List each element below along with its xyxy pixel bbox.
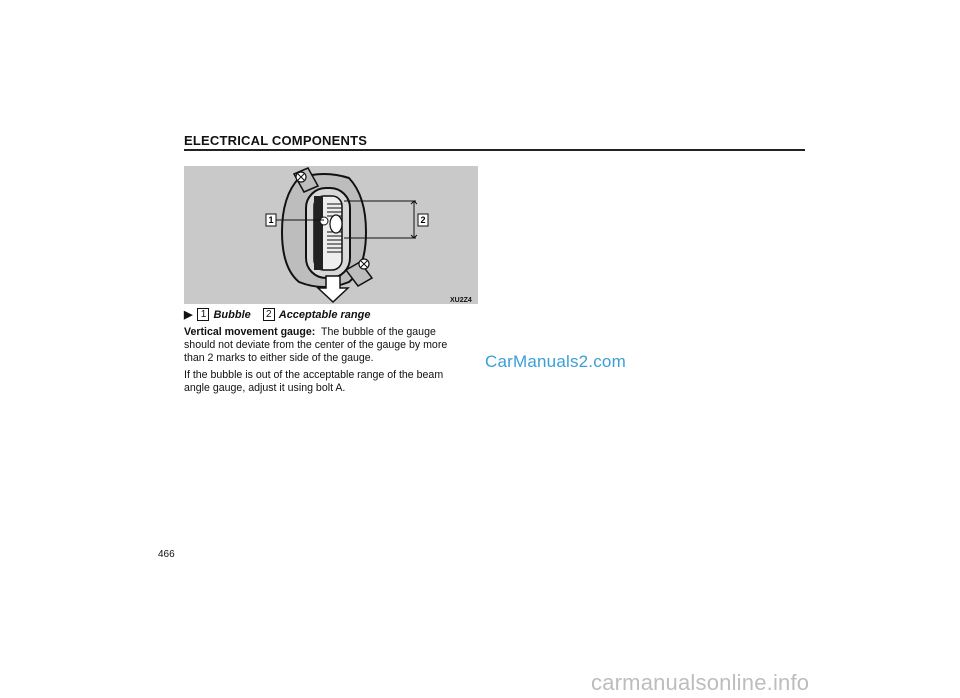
caption-range: Acceptable range xyxy=(278,308,371,321)
callout-1-label: 1 xyxy=(268,215,274,225)
callout-2-label: 2 xyxy=(420,215,426,225)
paragraph-text: The bubble of the gauge should not deviate from the center of the gauge by more than 2 marks to either side of the gauge. xyxy=(184,326,448,364)
watermark-carmanualsonline[interactable]: carmanualsonline.info xyxy=(591,670,810,695)
header-divider xyxy=(184,149,805,151)
triangle-marker-icon: ▶ xyxy=(184,309,193,321)
paragraph-vertical-gauge xyxy=(184,326,464,365)
figure-caption xyxy=(184,308,370,321)
gauge-illustration xyxy=(184,166,478,304)
bubble xyxy=(330,215,342,233)
paragraph-adjust: If the bubble is out of the acceptable range of the beam angle gauge, adjust it using bolt A. xyxy=(184,369,444,394)
caption-bubble: Bubble xyxy=(213,308,251,321)
page-title: ELECTRICAL COMPONENTS xyxy=(184,133,368,148)
watermark-carmanuals2[interactable]: CarManuals2.com xyxy=(485,352,626,371)
figure-code: XU2Z4 xyxy=(450,297,472,304)
page-number: 466 xyxy=(158,549,175,560)
paragraph-heading: Vertical movement gauge: xyxy=(184,326,316,338)
caption-number-1: 1 xyxy=(197,308,209,321)
caption-number-2: 2 xyxy=(263,308,275,321)
